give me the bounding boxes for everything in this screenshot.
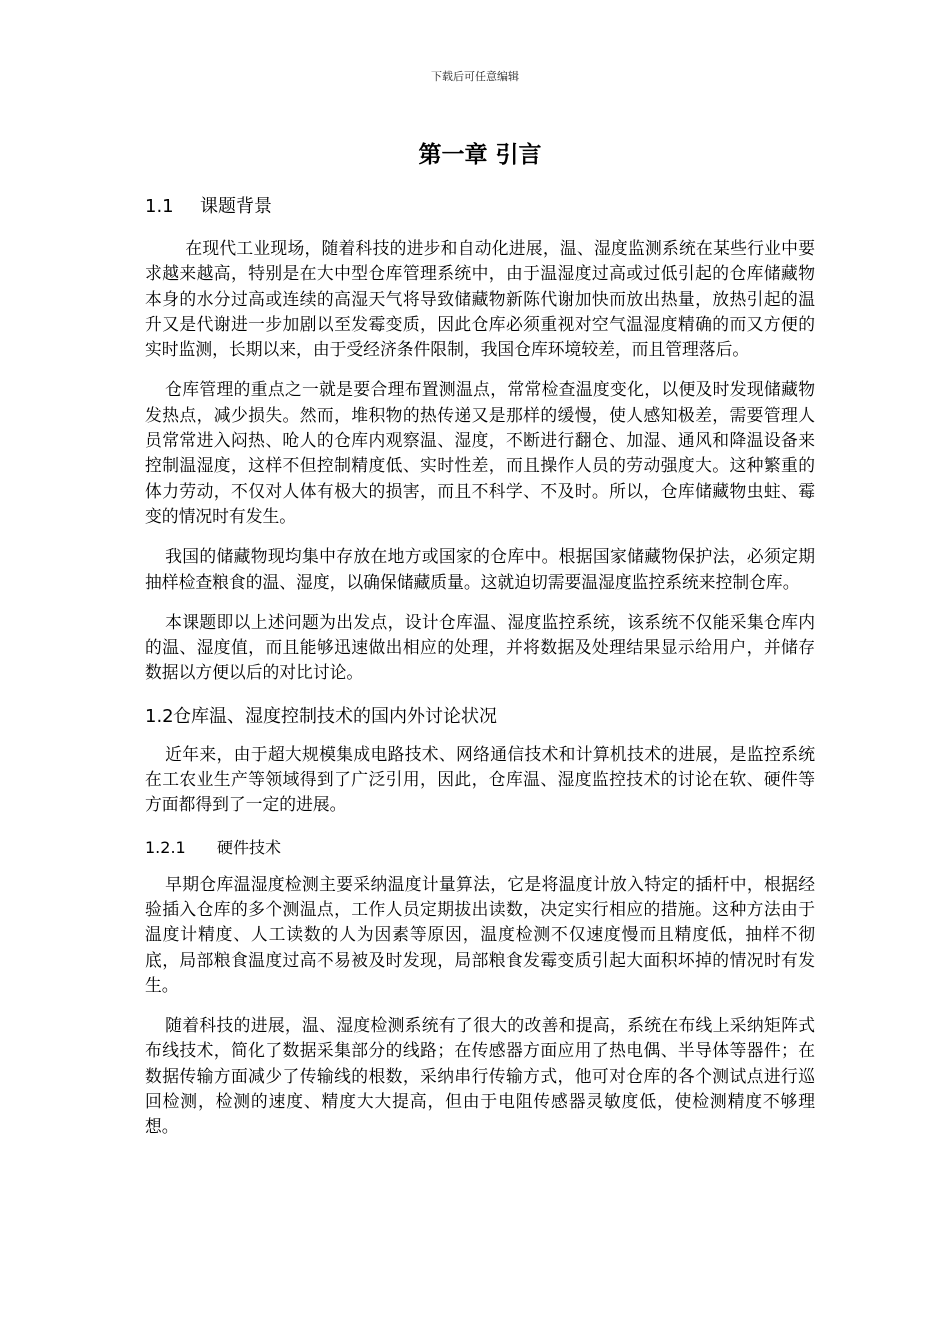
paragraph: 本课题即以上述问题为出发点，设计仓库温、湿度监控系统，该系统不仅能采集仓库内的温、湿度值，而且能够迅速做出相应的处理，并将数据及处理结果显示给用户，并储存数据以方便以后的对比讨论。 [145,611,815,683]
paragraph: 早期仓库温湿度检测主要采纳温度计量算法，它是将温度计放入特定的插杆中，根据经验插入仓库的多个测温点，工作人员定期拔出读数，决定实行相应的措施。这种方法由于温度计精度、人工读数的人为因素等原因，温度检测不仅速度慢而且精度低，抽样不彻底，局部粮食温度过高不易被及时发现，局部粮食发霉变质引起大面积坏掉的情况时有发生。 [145,873,815,995]
subsection-heading-1-2-1 [145,836,815,860]
paragraph: 仓库管理的重点之一就是要合理布置测温点，常常检查温度变化，以便及时发现储藏物发热点，减少损失。然而，堆积物的热传递又是那样的缓慢，使人感知极差，需要管理人员常常进入闷热、呛人的仓库内观察温、湿度，不断进行翻仓、加湿、通风和降温设备来控制温湿度，这样不但控制精度低、实时性差，而且操作人员的劳动强度大。这种繁重的体力劳动，不仅对人体有极大的损害，而且不科学、不及时。所以，仓库储藏物虫蛀、霉变的情况时有发生。 [145,379,815,526]
document-body [145,138,815,1140]
paragraph: 随着科技的进展，温、湿度检测系统有了很大的改善和提高，系统在布线上采纳矩阵式布线技术，简化了数据采集部分的线路；在传感器方面应用了热电偶、半导体等器件；在数据传输方面减少了传输线的根数，采纳串行传输方式，他可对仓库的各个测试点进行巡回检测，检测的速度、精度大大提高，但由于电阻传感器灵敏度低，使检测精度不够理想。 [145,1015,815,1137]
section-number: 1.2 [145,705,174,727]
paragraph: 我国的储藏物现均集中存放在地方或国家的仓库中。根据国家储藏物保护法，必须定期抽样检查粮食的温、湿度，以确保储藏质量。这就迫切需要温湿度监控系统来控制仓库。 [145,546,815,592]
chapter-title: 第一章 引言 [418,142,542,168]
paragraph: 在现代工业现场，随着科技的进步和自动化进展，温、湿度监测系统在某些行业中要求越来越高，特别是在大中型仓库管理系统中，由于温湿度过高或过低引起的仓库储藏物本身的水分过高或连续的高湿天气将导致储藏物新陈代谢加快而放出热量，放热引起的温升又是代谢进一步加剧以至发霉变质，因此仓库必须重视对空气温湿度精确的而又方便的实时监测，长期以来，由于受经济条件限制，我国仓库环境较差，而且管理落后。 [145,238,815,360]
section-number: 1.1 [145,196,174,217]
header-note: 下载后可任意编辑 [431,70,519,83]
paragraph: 近年来，由于超大规模集成电路技术、网络通信技术和计算机技术的进展，是监控系统在工农业生产等领域得到了广泛引用，因此，仓库温、湿度监控技术的讨论在软、硬件等方面都得到了一定的进展。 [145,743,815,815]
section-title: 课题背景 [200,196,272,217]
subsection-title: 硬件技术 [217,837,282,857]
section-heading-1-2 [145,704,815,730]
section-title: 仓库温、湿度控制技术的国内外讨论状况 [173,705,497,727]
subsection-number: 1.2.1 [145,837,186,857]
section-heading-1-1 [145,194,815,220]
